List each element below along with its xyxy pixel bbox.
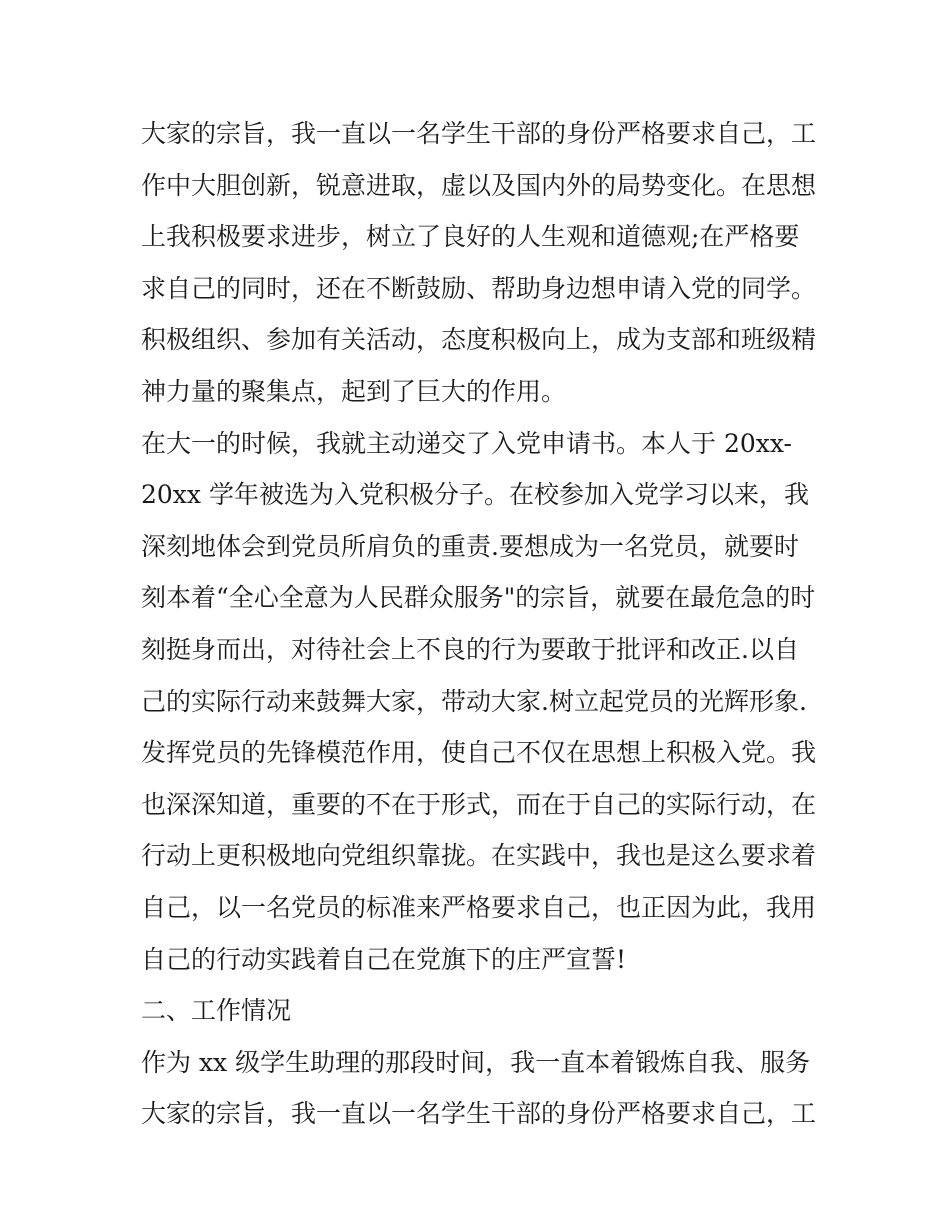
text-line: 积极组织、参加有关活动，态度积极向上，成为支部和班级精 [141,325,817,355]
text-line: 神力量的聚集点，起到了巨大的作用。 [141,376,567,406]
text-line: 深刻地体会到党员所肩负的重责.要想成为一名党员，就要时 [141,531,799,561]
text-line: 自己，以一名党员的标准来严格要求自己，也正因为此，我用 [141,892,817,922]
section-heading: 二、工作情况 [141,996,292,1026]
text-line: 上我积极要求进步，树立了良好的人生观和道德观;在严格要 [141,222,800,252]
text-line: 行动上更积极地向党组织靠拢。在实践中，我也是这么要求着 [141,841,817,871]
text-line: 在大一的时候，我就主动递交了入党申请书。本人于 20xx- [141,428,792,458]
text-line: 刻挺身而出，对待社会上不良的行为要敢于批评和改正.以自 [141,634,799,664]
text-line: 大家的宗旨，我一直以一名学生干部的身份严格要求自己，工 [141,119,817,148]
text-line: 己的实际行动来鼓舞大家，带动大家.树立起党员的光辉形象. [141,686,807,716]
text-line: 刻本着“全心全意为人民群众服务"的宗旨，就要在最危急的时 [141,583,816,613]
text-line: 作为 xx 级学生助理的那段时间，我一直本着锻炼自我、服务 [141,1047,811,1077]
text-line: 大家的宗旨，我一直以一名学生干部的身份严格要求自己，工 [141,1099,817,1129]
text-line: 20xx 学年被选为入党积极分子。在校参加入党学习以来，我 [141,480,809,510]
text-line: 自己的行动实践着自己在党旗下的庄严宣誓! [141,944,627,974]
text-line: 发挥党员的先锋模范作用，使自己不仅在思想上积极入党。我 [141,738,817,768]
document-body [141,108,821,1140]
text-line: 作中大胆创新，锐意进取，虚以及国内外的局势变化。在思想 [141,170,817,200]
text-line: 求自己的同时，还在不断鼓励、帮助身边想申请入党的同学。 [141,273,817,303]
text-line: 也深深知道，重要的不在于形式，而在于自己的实际行动，在 [141,789,817,819]
